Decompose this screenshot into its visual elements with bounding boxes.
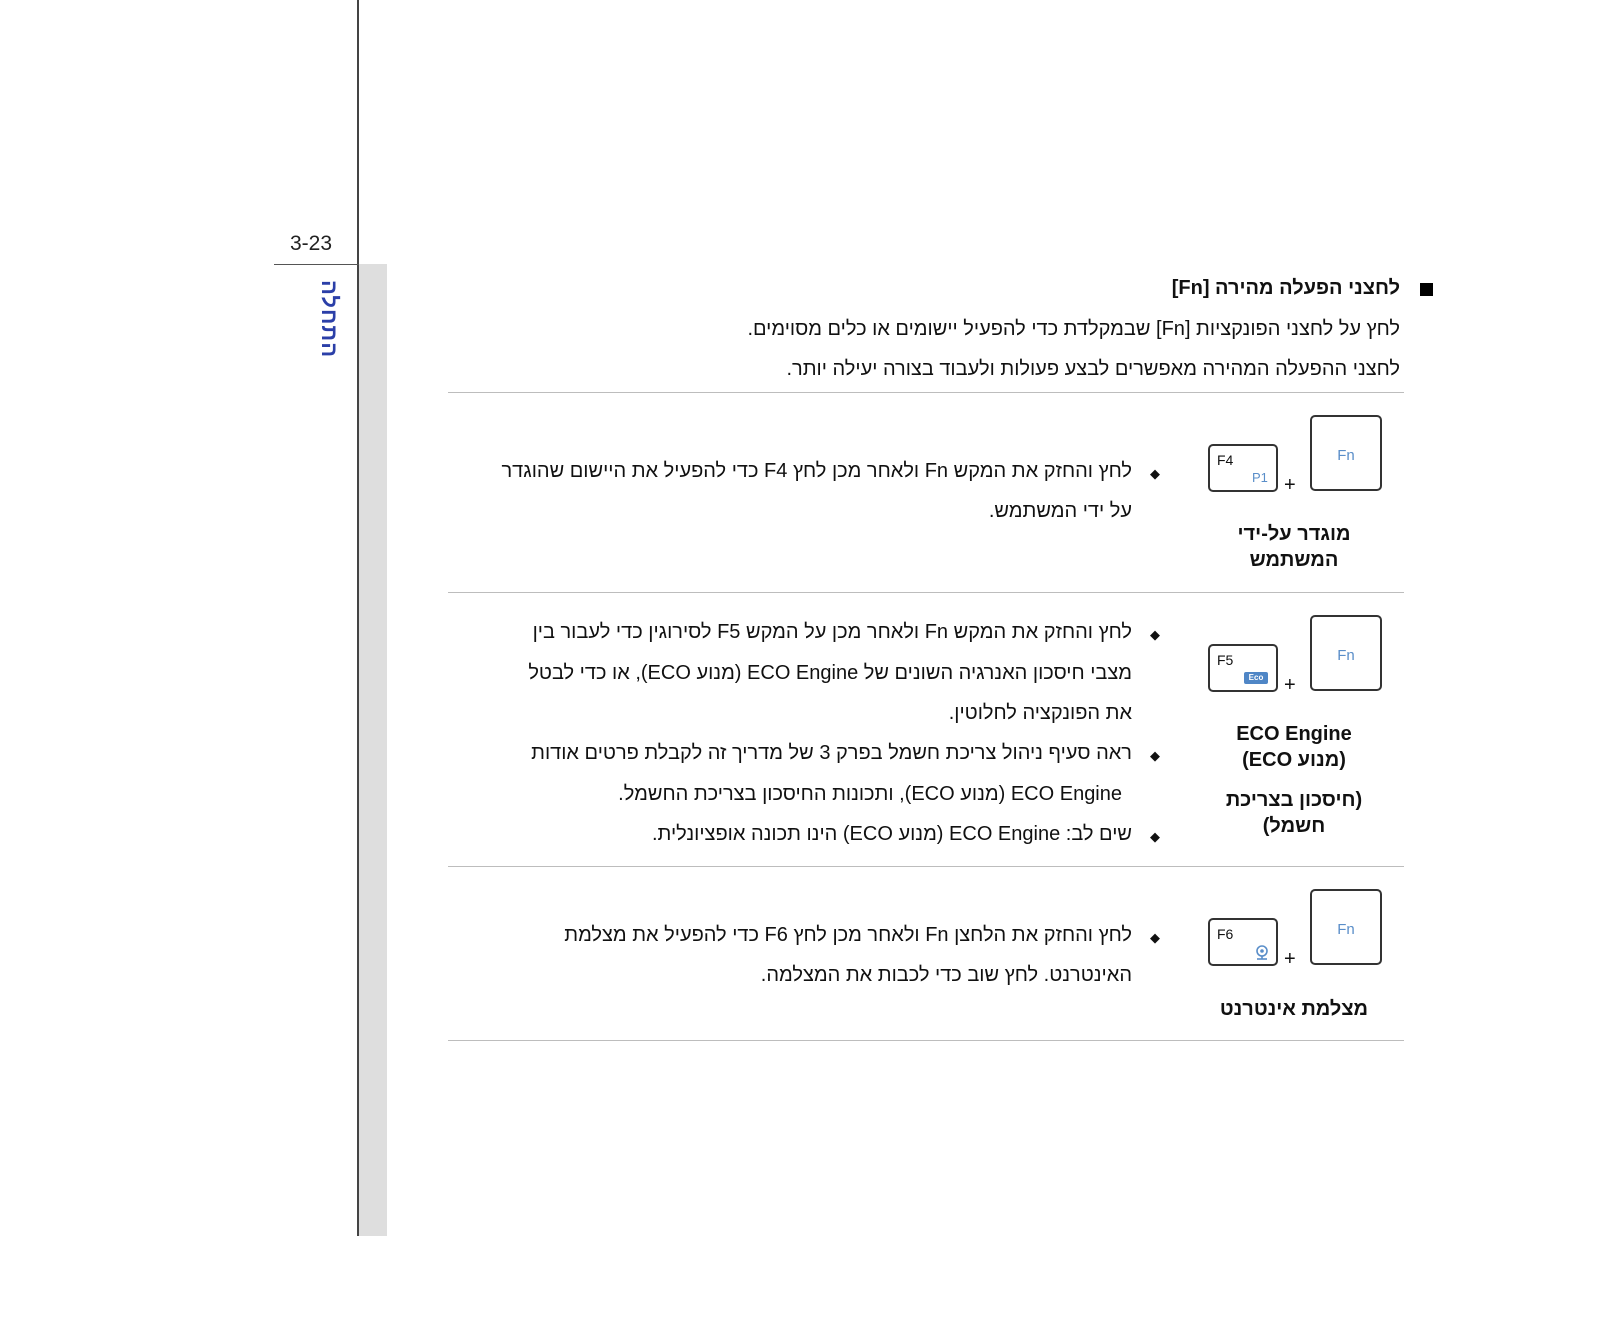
f4-key-icon: F4 P1 — [1208, 444, 1278, 492]
f6-key-icon: F6 — [1208, 918, 1278, 966]
p1-legend: P1 — [1252, 470, 1268, 485]
description-line: ראה סעיף ניהול צריכת חשמל בפרק 3 של מדריך זה לקבלת פרטים אודות — [531, 742, 1132, 764]
table-divider — [448, 866, 1404, 867]
bullet-icon: ◆ — [1150, 829, 1160, 844]
row-caption: מצלמת אינטרנט — [1219, 998, 1369, 1020]
description-line: את הפונקציה לחלוטין. — [948, 702, 1132, 724]
description-line: לחץ והחזק את הלחצן Fn ולאחר מכן לחץ F6 כדי להפעיל את מצלמת — [564, 924, 1132, 946]
heading-square-icon — [1420, 283, 1433, 296]
description-line: לחץ והחזק את המקש Fn ולאחר מכן לחץ F4 כדי להפעיל את היישום שהוגדר — [501, 460, 1132, 482]
description-line: לחץ והחזק את המקש Fn ולאחר מכן על המקש F5 לסירוגין כדי לעבור בין — [532, 621, 1132, 643]
page-number-rule — [274, 264, 359, 265]
fn-key-icon: Fn — [1310, 415, 1382, 491]
plus-sign: + — [1284, 474, 1296, 496]
description-line: מצבי חיסכון האנרגיה השונים של ECO Engine (מנוע ECO), או כדי לבטל — [528, 662, 1132, 684]
margin-gray-band — [359, 264, 387, 1236]
webcam-icon — [1254, 944, 1270, 962]
description-line: על ידי המשתמש. — [988, 500, 1132, 522]
fn-key-icon: Fn — [1310, 889, 1382, 965]
plus-sign: + — [1284, 948, 1296, 970]
section-heading: לחצני הפעלה מהירה [Fn] — [1171, 277, 1400, 299]
fn-key-icon: Fn — [1310, 615, 1382, 691]
description-line: ECO Engine (מנוע ECO), ותכונות החיסכון בצריכת החשמל. — [618, 783, 1122, 805]
description-line: האינטרנט. לחץ שוב כדי לכבות את המצלמה. — [760, 964, 1132, 986]
intro-line-1: לחץ על לחצני הפונקציות [Fn] שבמקלדת כדי להפעיל יישומים או כלים מסוימים. — [747, 318, 1400, 340]
table-divider — [448, 592, 1404, 593]
intro-line-2: לחצני ההפעלה המהירה מאפשרים לבצע פעולות ולעבוד בצורה יעילה יותר. — [786, 358, 1400, 380]
table-divider — [448, 1040, 1404, 1041]
bullet-icon: ◆ — [1150, 466, 1160, 481]
chapter-label: התחלה — [317, 280, 342, 359]
description-line: שים לב: ECO Engine (מנוע ECO) הינו תכונה אופציונלית. — [652, 823, 1132, 845]
eco-legend-icon: Eco — [1244, 672, 1268, 684]
table-divider — [448, 392, 1404, 393]
bullet-icon: ◆ — [1150, 748, 1160, 763]
f5-key-icon: F5 Eco — [1208, 644, 1278, 692]
bullet-icon: ◆ — [1150, 627, 1160, 642]
plus-sign: + — [1284, 674, 1296, 696]
row-caption: ECO Engine (מנוע ECO) (חיסכון בצריכת חשמל) — [1225, 723, 1363, 837]
bullet-icon: ◆ — [1150, 930, 1160, 945]
row-caption: מוגדר על-ידי המשתמש — [1237, 523, 1351, 571]
page-number: 3-23 — [290, 232, 333, 255]
